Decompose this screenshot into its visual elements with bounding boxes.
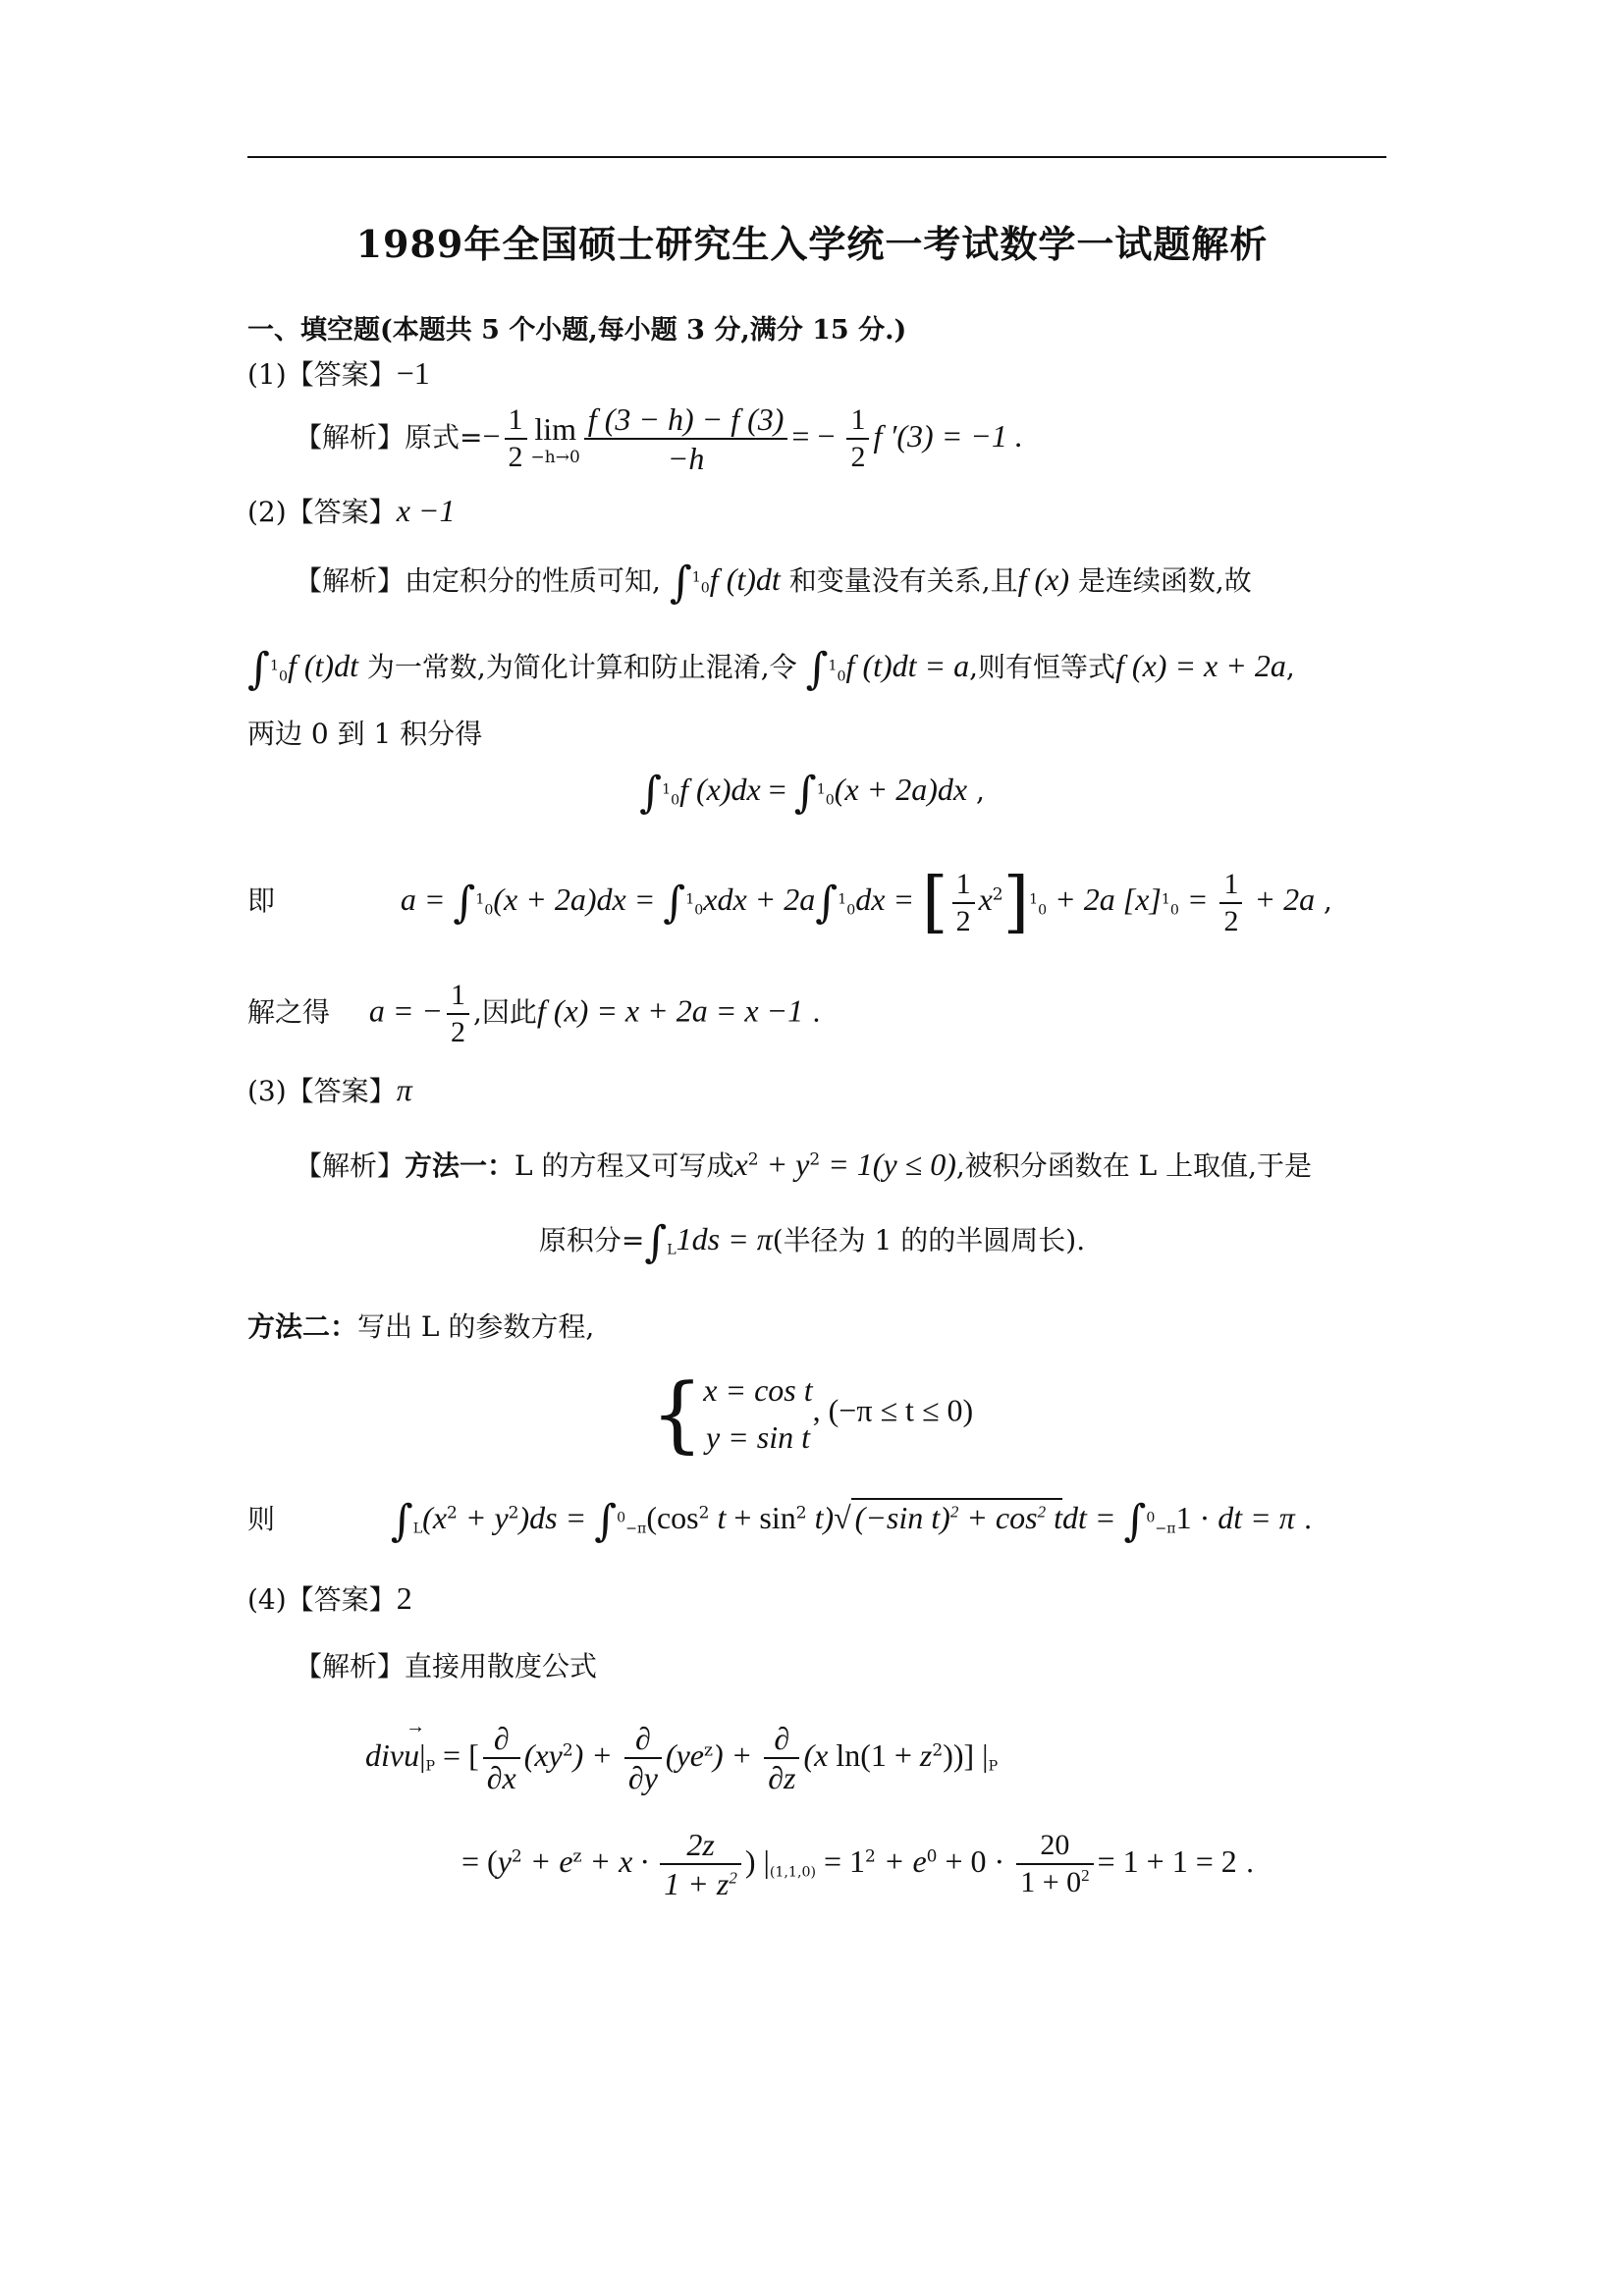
q2-equation-integrate: ∫$^1_0$f (x)dx = ∫$^1_0$(x + 2a)dx , (639, 768, 985, 818)
q3-line-integral: 则 $\int_L(x^2 + y^2)ds = \int^0_{-\pi}(\cos^2$ $t + \sin^2 t)√$ (−sin $t)^2 + \cos^2$ tdt = ∫$^0_{-\pi}$1 · dt = π . (247, 1496, 1313, 1546)
q1-analysis-label: 【解析】 (295, 420, 406, 454)
q1-half-fraction: $\frac{1}{2}$ (505, 402, 527, 475)
q1-prefix: 原式= (405, 420, 483, 454)
q2-analysis-line2: ∫$^1_0$f (t)dt 为一常数,为简化计算和防止混淆,令 ∫$^1_0$f (t)dt = a,则有恒等式f (x) = x + 2a, (247, 644, 1295, 694)
q3-parametric-system: { x = cos t y = sin t , (−π ≤ t ≤ 0) (650, 1365, 974, 1462)
q2-answer-line: (2)【答案】x −1 (247, 493, 456, 528)
q1-tail: f ′(3) = −1 . (873, 417, 1023, 454)
q3-number: (3) (247, 1075, 287, 1107)
q1-analysis-line: 【解析】原式=− $\frac{1}{2}$ lim −h→0 $\frac{f (3 - h) - f (3)}{-h}$ = − $\frac{1}{2}$ f ′(3) = −1 . (295, 401, 1023, 477)
q3-answer: π (396, 1072, 412, 1107)
q2-answer: x −1 (396, 493, 456, 528)
q1-answer-label: 【答案】 (286, 358, 397, 391)
q1-answer-line (247, 353, 430, 393)
q4-answer-line: (4)【答案】2 (247, 1580, 412, 1616)
q4-number: (4) (247, 1583, 287, 1616)
q3-method2-line: 方法二：写出 L 的参数方程, (247, 1310, 595, 1343)
q4-answer: 2 (396, 1580, 412, 1616)
q4-analysis-line: 【解析】直接用散度公式 (295, 1650, 598, 1682)
q4-divergence-evaluation: = ($y^2 + e^z + x$ · $\frac{2z}{1 + z^2}$ ) $|_{(1,1,0)} = 1^2 + e^0 + 0$ · $\frac{20}{1 + 0^2}$ = 1 + 1 = 2 . (461, 1827, 1255, 1902)
q2-number: (2) (247, 496, 287, 528)
q1-number: (1) (247, 358, 287, 391)
header-rule (247, 156, 1386, 158)
q1-limit: lim −h→0 (530, 410, 580, 467)
q2-analysis-line3: 两边 0 到 1 积分得 (247, 718, 483, 750)
q3-method1-line: 【解析】方法一：L 的方程又可写成$x^2 + y^2 = 1(y \le 0)$,被积分函数在 L 上取值,于是 (295, 1147, 1313, 1182)
q2-analysis-line1: 【解析】由定积分的性质可知, ∫$^1_0$f (t)dt 和变量没有关系,且f (x) 是连续函数,故 (295, 558, 1252, 608)
q3-semicircle-equation: 原积分$=\int_L1ds = \pi$(半径为 1 的的半圆周长). (538, 1217, 1086, 1267)
section-heading: 一、填空题(本题共 5 个小题,每小题 3 分,满分 15 分.) (247, 315, 907, 346)
q3-answer-line: (3)【答案】π (247, 1072, 412, 1107)
q4-divergence-formula: divu → $|_P$ = [ $\frac{\partial}{\partial x}$ $(xy^2)$ + $\frac{\partial}{\partial y}$ $(ye^z)$ + $\frac{\partial}{\partial z}$ (x $\ln(1 + z^2)$)] $|_P$ (365, 1715, 999, 1796)
q2-equation-ji: 即 a = ∫$^1_0$(x + 2a)dx = ∫$^1_0$xdx + 2a∫$^1_0$dx = [ $\frac{1}{2}$ $x^2]^1_0 + 2a$ $[x]^1_0$ = $\frac{1}{2}$ + 2a , (247, 864, 1332, 941)
page-title: 1989年全国硕士研究生入学统一考试数学一试题解析 (355, 222, 1269, 266)
q2-equation-solve: 解之得 a = − $\frac{1}{2}$ ,因此f (x) = x + 2a = x −1 . (247, 979, 821, 1048)
q1-answer: −1 (396, 355, 430, 391)
q1-difference-fraction: $\frac{f (3 - h) - f (3)}{-h}$ (584, 400, 788, 478)
